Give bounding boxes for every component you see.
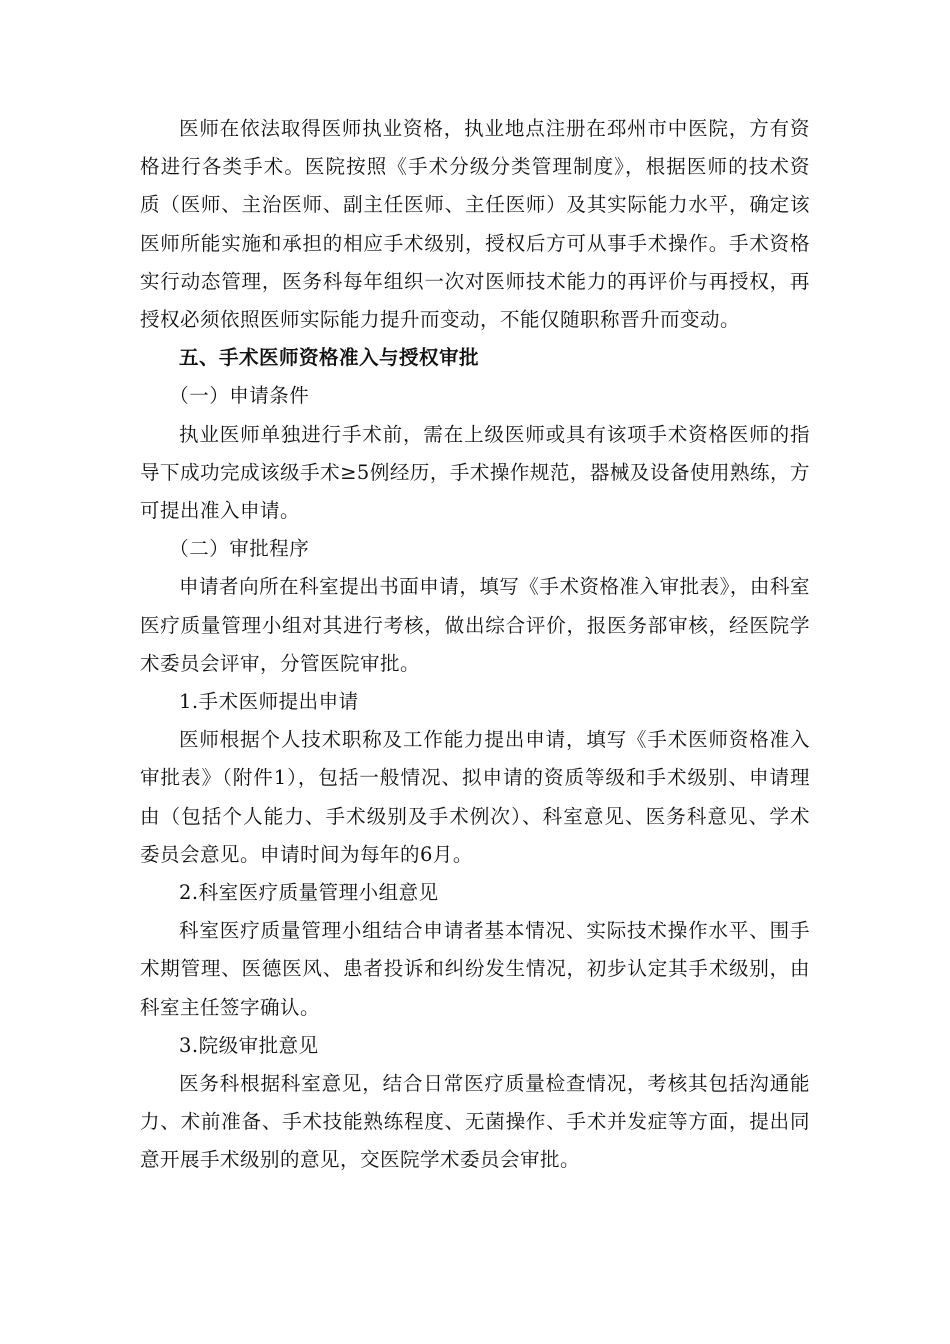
item-1-paragraph: 医师根据个人技术职称及工作能力提出申请，填写《手术医师资格准入审批表》（附件1），包括一般情况、拟申请的资质等级和手术级别、申请理由（包括个人能力、手术级别及手术例次）、科室意见、医务科意见、学术委员会意见。申请时间为每年的6月。 (140, 728, 810, 866)
document-body (140, 110, 810, 1180)
application-conditions-heading: （一）申请条件 (169, 384, 310, 408)
approval-procedure-heading: （二）审批程序 (169, 537, 310, 561)
intro-paragraph: 医师在依法取得医师执业资格，执业地点注册在邳州市中医院，方有资格进行各类手术。医院按照《手术分级分类管理制度》，根据医师的技术资质（医师、主治医师、副主任医师、主任医师）及其实际能力水平，确定该医师所能实施和承担的相应手术级别，授权后方可从事手术操作。手术资格实行动态管理，医务科每年组织一次对医师技术能力的再评价与再授权，再授权必须依照医师实际能力提升而变动，不能仅随职称晋升而变动。 (140, 117, 810, 332)
item-3-paragraph: 医务科根据科室意见，结合日常医疗质量检查情况，考核其包括沟通能力、术前准备、手术技能熟练程度、无菌操作、手术并发症等方面，提出同意开展手术级别的意见，交医院学术委员会审批。 (140, 1072, 810, 1172)
approval-procedure-paragraph: 申请者向所在科室提出书面申请，填写《手术资格准入审批表》，由科室医疗质量管理小组对其进行考核，做出综合评价，报医务部审核，经医院学术委员会评审，分管医院审批。 (140, 575, 810, 675)
section-five-heading: 五、手术医师资格准入与授权审批 (179, 346, 480, 370)
item-1-heading: 1.手术医师提出申请 (179, 690, 359, 714)
item-2-heading: 2.科室医疗质量管理小组意见 (179, 881, 439, 905)
application-conditions-paragraph: 执业医师单独进行手术前，需在上级医师或具有该项手术资格医师的指导下成功完成该级手术≥5例经历，手术操作规范，器械及设备使用熟练，方可提出准入申请。 (140, 422, 810, 523)
item-3-heading: 3.院级审批意见 (179, 1033, 319, 1057)
item-2-paragraph: 科室医疗质量管理小组结合申请者基本情况、实际技术操作水平、围手术期管理、医德医风、患者投诉和纠纷发生情况，初步认定其手术级别，由科室主任签字确认。 (140, 919, 810, 1019)
